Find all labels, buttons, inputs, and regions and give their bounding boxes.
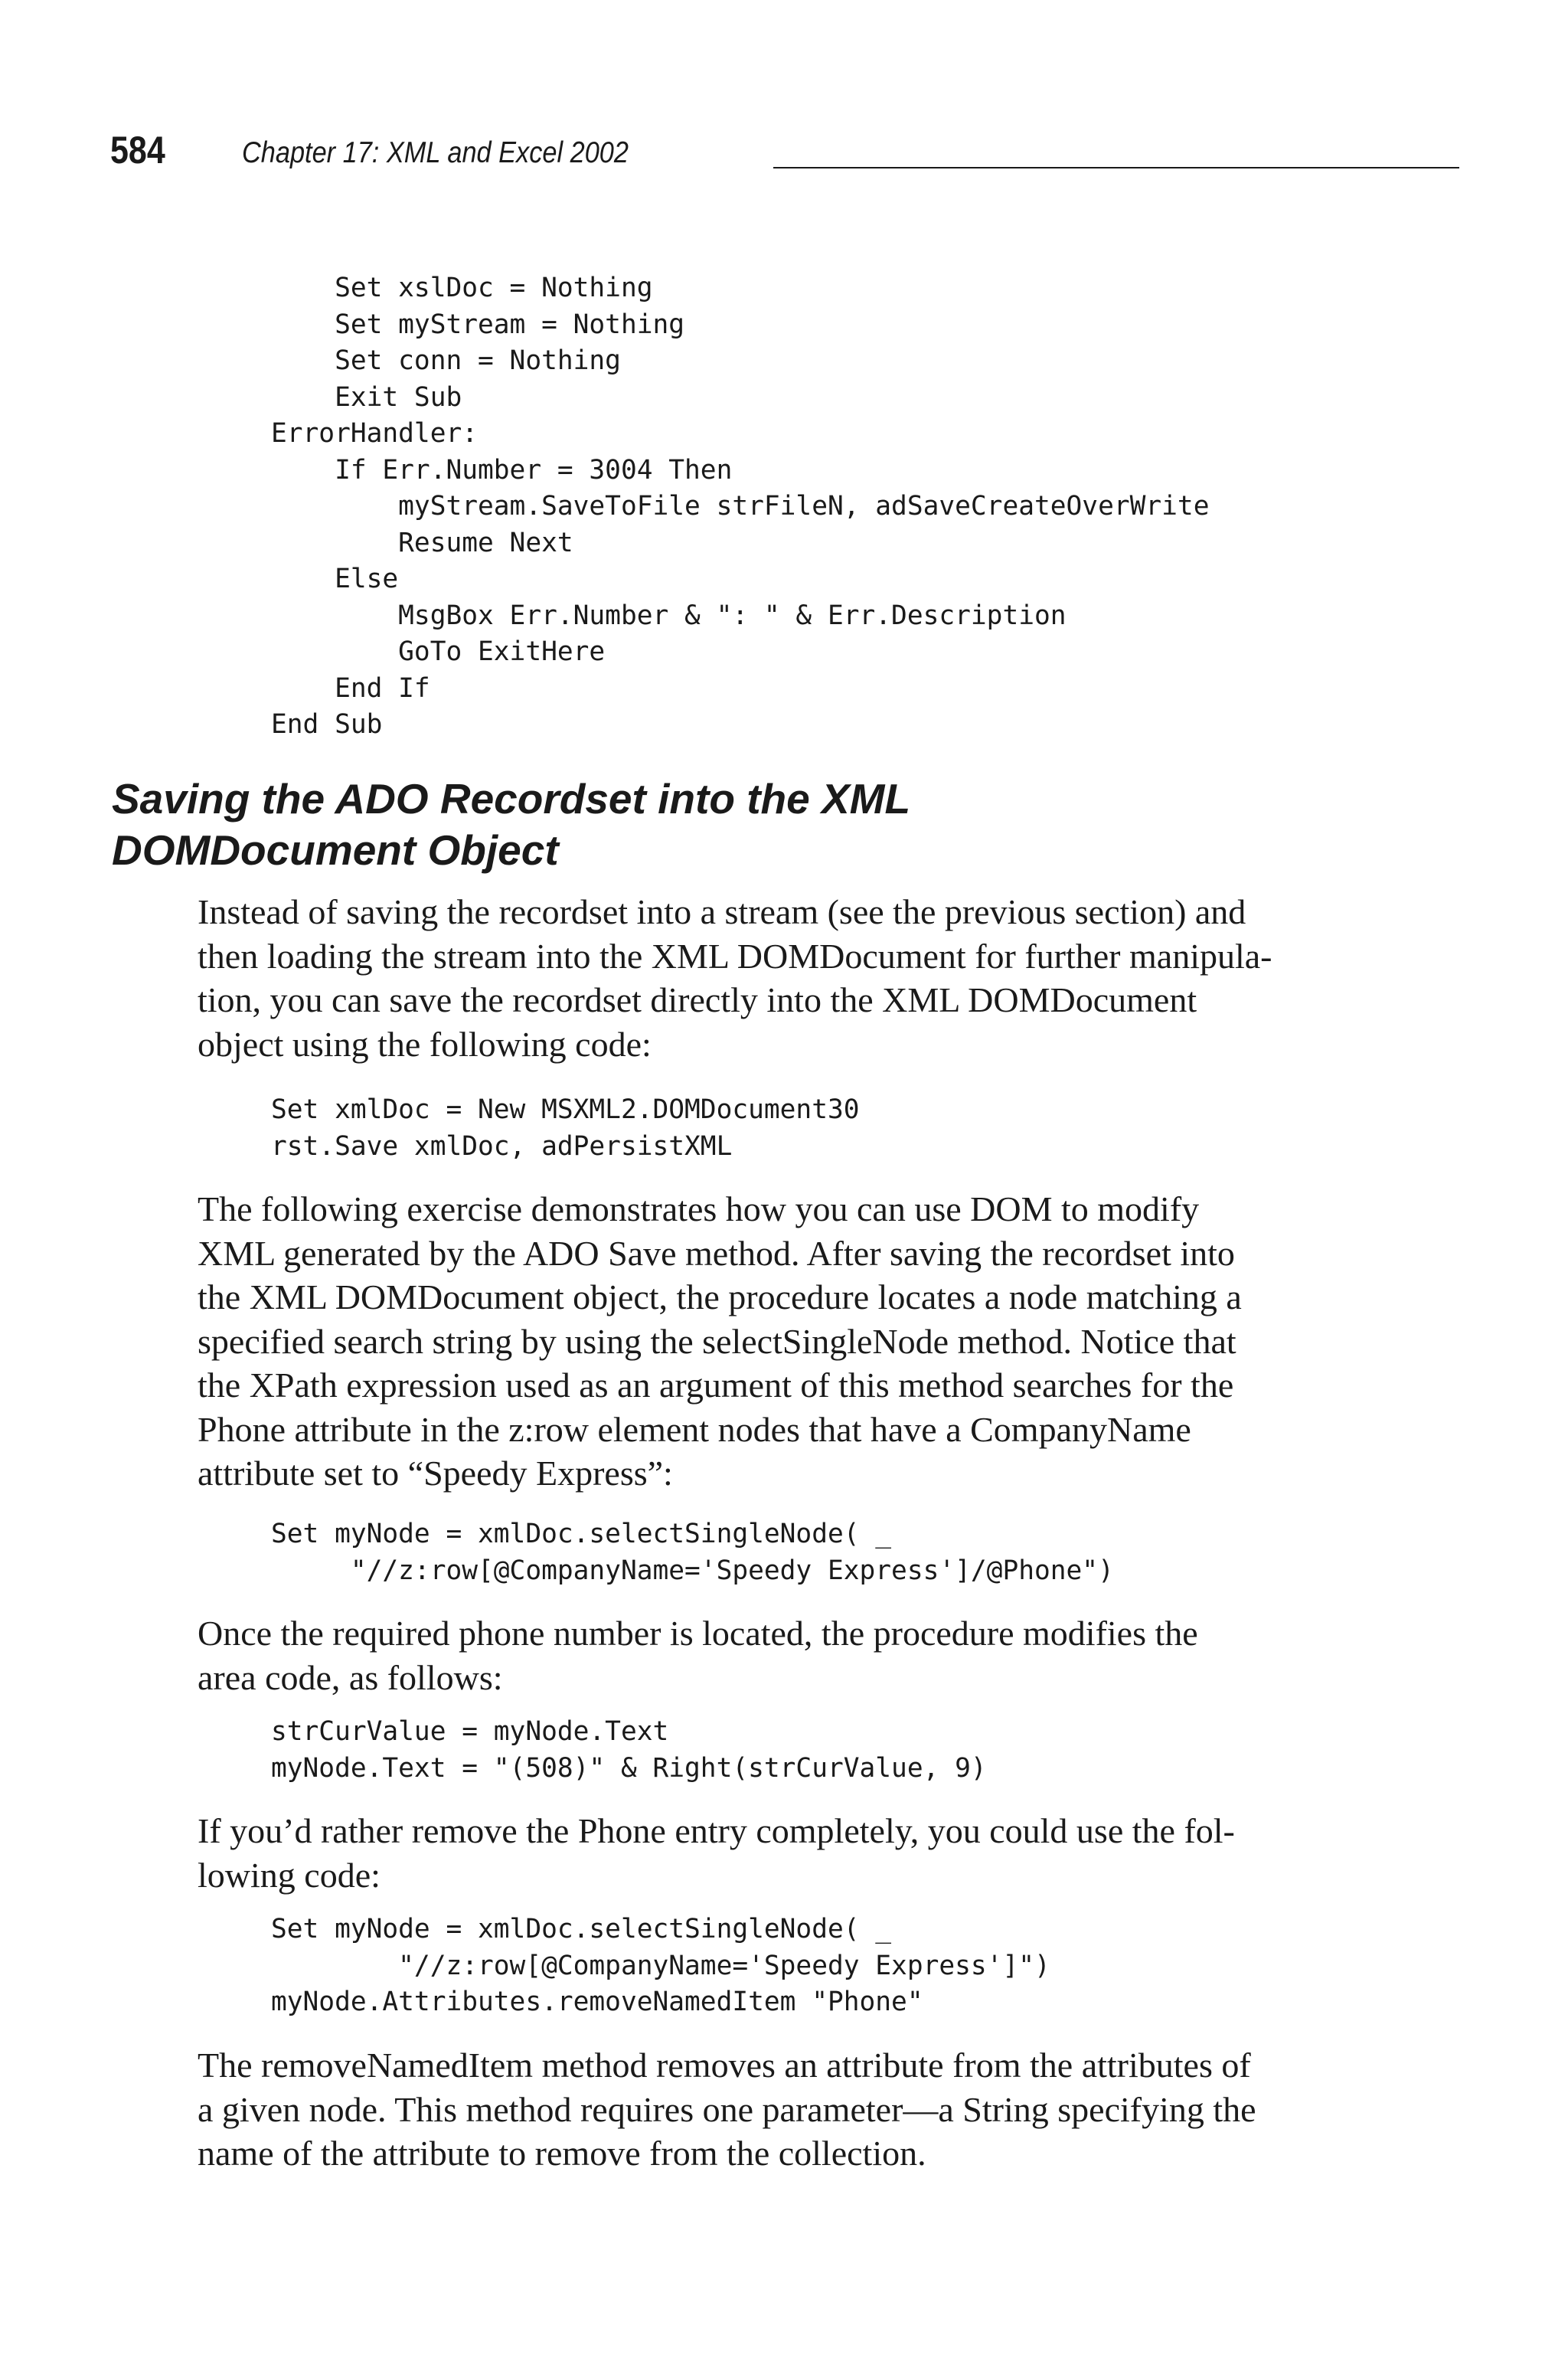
code-line: Resume Next — [271, 527, 573, 558]
paragraph-line: tion, you can save the recordset directly into the XML DOMDocument — [198, 980, 1197, 1019]
body-paragraph — [198, 1809, 1346, 1897]
header-rule — [773, 167, 1459, 168]
section-heading-line: Saving the ADO Recordset into the XML — [112, 775, 911, 823]
code-line: myStream.SaveToFile strFileN, adSaveCreateOverWrite — [271, 491, 1210, 522]
code-line: Set myNode = xmlDoc.selectSingleNode( _ — [271, 1914, 892, 1944]
code-block-select-node — [271, 1516, 1114, 1589]
paragraph-line: the XPath expression used as an argument of this method searches for the — [198, 1365, 1234, 1405]
code-line: Set xslDoc = Nothing — [271, 273, 653, 303]
paragraph-line: lowing code: — [198, 1855, 381, 1895]
code-line: MsgBox Err.Number & ": " & Err.Description — [271, 600, 1067, 631]
code-block-modify-area-code — [271, 1714, 987, 1787]
code-line: Exit Sub — [271, 381, 462, 413]
paragraph-line: area code, as follows: — [198, 1657, 503, 1697]
code-line: Else — [271, 564, 399, 594]
code-line: GoTo ExitHere — [271, 636, 606, 667]
code-line: Set conn = Nothing — [271, 345, 621, 376]
paragraph-line: Once the required phone number is located, the procedure modifies the — [198, 1614, 1198, 1653]
paragraph-line: XML generated by the ADO Save method. After saving the recordset into — [198, 1233, 1235, 1273]
paragraph-line: The following exercise demonstrates how you can use DOM to modify — [198, 1189, 1200, 1228]
paragraph-line: The removeNamedItem method removes an attribute from the attributes of — [198, 2046, 1251, 2085]
body-paragraph — [198, 2043, 1346, 2176]
code-line: "//z:row[@CompanyName='Speedy Express']/@Phone") — [271, 1555, 1114, 1586]
code-line: Set xmlDoc = New MSXML2.DOMDocument30 — [271, 1094, 860, 1125]
paragraph-line: name of the attribute to remove from the collection. — [198, 2134, 926, 2173]
code-line: "//z:row[@CompanyName='Speedy Express']") — [271, 1950, 1050, 1981]
code-line: ErrorHandler: — [271, 418, 479, 449]
paragraph-line: specified search string by using the selectSingleNode method. Notice that — [198, 1321, 1236, 1361]
body-paragraph — [198, 1187, 1346, 1496]
paragraph-line: object using the following code: — [198, 1024, 652, 1064]
code-line: End If — [271, 672, 430, 704]
page-number: 584 — [110, 129, 165, 172]
section-heading — [112, 773, 1260, 876]
body-paragraph — [198, 890, 1346, 1066]
body-paragraph — [198, 1611, 1346, 1699]
paragraph-line: the XML DOMDocument object, the procedure locates a node matching a — [198, 1277, 1242, 1316]
section-heading-line: DOMDocument Object — [112, 826, 559, 874]
code-line: strCurValue = myNode.Text — [271, 1716, 669, 1747]
code-line: End Sub — [271, 709, 383, 740]
code-line: If Err.Number = 3004 Then — [271, 454, 733, 486]
paragraph-line: If you’d rather remove the Phone entry completely, you could use the fol- — [198, 1811, 1235, 1850]
paragraph-line: then loading the stream into the XML DOMDocument for further manipula- — [198, 936, 1272, 976]
chapter-title: Chapter 17: XML and Excel 2002 — [242, 136, 629, 169]
code-line: myNode.Text = "(508)" & Right(strCurValue, 9) — [271, 1752, 987, 1784]
paragraph-line: Phone attribute in the z:row element nodes that have a CompanyName — [198, 1409, 1191, 1449]
code-line: Set myStream = Nothing — [271, 309, 685, 340]
code-line: myNode.Attributes.removeNamedItem "Phone" — [271, 1987, 923, 2017]
paragraph-line: Instead of saving the recordset into a stream (see the previous section) and — [198, 892, 1246, 931]
paragraph-line: attribute set to “Speedy Express”: — [198, 1454, 673, 1493]
code-block-remove-attribute — [271, 1912, 1050, 2021]
code-line: rst.Save xmlDoc, adPersistXML — [271, 1130, 733, 1162]
code-line: Set myNode = xmlDoc.selectSingleNode( _ — [271, 1519, 892, 1549]
code-block-error-handler — [271, 270, 1209, 744]
paragraph-line: a given node. This method requires one parameter—a String specifying the — [198, 2089, 1256, 2129]
running-header — [110, 127, 1351, 173]
code-block-save-to-dom — [271, 1092, 860, 1165]
